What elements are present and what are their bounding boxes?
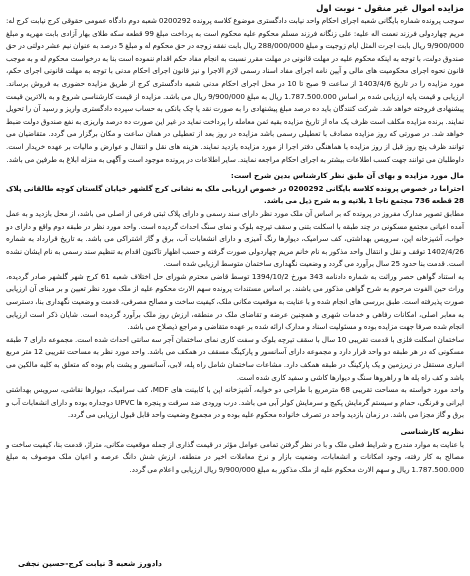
description-section	[6, 170, 464, 422]
signature-line: دادورز شعبه 3 نیابت کرج-حسین نجفی	[18, 559, 162, 568]
conclusion-section	[6, 426, 464, 476]
conclusion-title: نظریه کارشناسی	[400, 427, 464, 436]
notice-paragraph: سوجب پرونده شماره بایگانی شعبه اجرای احکام واحد نیابت دادگستری موضوع کلاسه پرونده 0200292 شعبه دوم دادگاه عمومی حقوقی کرج نیابت کرج له: مریم چهاردولی فرزند نعمت اله علیه: علی زنگانه فرزند مسلم محکوم علیه محکوم است به پرداخت مبلغ 99 قطعه سکه طلای بهار آزادی بابت مهریه و مبلغ 9/900/000 ریال بابت اجرت المثل ایام زوجیت و مبلغ 288/000/000 ریال بابت نفقه زوجه در حق محکوم له و مبلغ 5 درصد به عنوان نیم عشر دولتی در حق صندوق دولت، با توجه به اینکه محکوم علیه در مهلت قانونی در مهلت مقرر نسبت به انجام مفاد حکم اقدام ننموده است بنا به درخواست محکوم له و به موجب قانون نحوه اجرای محکومیت های مالی و آیین نامه اجرای مفاد اسناد رسمی لازم الاجرا و نیز قانون اجرای احکام مدنی با توجه به مهلت قانونی اجرای حکم، مورد مزایده را در تاریخ 1403/4/6 از ساعت 9 صبح تا 10 در محل اجرای احکام مدنی شعبه دادگستری کرج از طریق مزایده حضوری به فروش برساند. ارزیابی و قیمت پایه ارزیابی شده بر اساس 1.787.500.000 ریال به مبلغ 9/900/000 ریال می باشد. مزایده از قیمت کارشناسی شروع و به بالاترین قیمت پیشنهادی فروخته خواهد شد. شرکت کنندگان باید ده درصد مبلغ پیشنهادی را به صورت نقد یا چک بانکی به حساب سپرده دادگستری واریز و رسید آن را تحویل نمایند. برنده مزایده مکلف است ظرف یک ماه از تاریخ مزایده بقیه ثمن معامله را پرداخت نماید در غیر این صورت ده درصد واریزی به نفع صندوق دولت ضبط خواهد شد. در صورتی که روز مزایده مصادف با تعطیلی رسمی باشد مزایده در روز بعد از تعطیلی در همان ساعت و مکان برگزار می گردد. متقاضیان می توانند ظرف پنج روز قبل از روز مزایده با هماهنگی دفتر اجرا از مورد مزایده بازدید نمایند. هزینه های نقل و انتقال و عوارض و مالیات بر عهده خریدار است. داوطلبان می توانند جهت کسب اطلاعات بیشتر به اجرای احکام مراجعه نمایند. سایر اطلاعات در پرونده موجود است و آگهی به منزله ابلاغ به طرفین می باشد.	[6, 16, 465, 164]
description-paragraph-documents: مطابق تصویر مدارک مفروز در پرونده که بر اساس آن ملک مورد نظر دارای سند رسمی و دارای پلاک ثبتی فرعی از اصلی می باشد، از محل بازدید و به عمل آمده اعیانی مجتمع مسکونی در چند طبقه با اسکلت بتنی و سقف تیرچه بلوک و نمای سنگ احداث گردیده است. واحد مورد نظر در طبقه دوم واقع و دارای دو خواب، آشپزخانه اپن، سرویس بهداشتی، کف سرامیک، دیوارها رنگ آمیزی و دارای انشعابات آب، برق و گاز اشتراکی می باشد. به تاریخ قرارداد به شماره 1402/4/26 توقف و نقل و انتقال واحد مذکور به نام خانم مریم چهاردولی صورت گرفته و حسب اظهار تاکنون اقدام به تنظیم سند رسمی به نام ایشان نشده است. قدمت بنا حدود 25 سال برآورد می گردد و وضعیت نگهداری ساختمان متوسط ارزیابی شده است.	[6, 208, 464, 269]
description-paragraph-building: ساختمان اسکلت فلزی با قدمت تقریبی 10 سال با سقف تیرچه بلوک و سفت کاری نمای ساختمان آجر سه سانتی احداث شده است. مجموعه دارای 7 طبقه مسکونی که در هر طبقه دو واحد قرار دارد و مجموعه دارای آسانسور و پارکینگ مسقف در همکف می باشد. واحد مورد نظر به مساحت تقریبی 12 متر مربع انباری مستقل در زیرزمین و یک پارکینگ در طبقه همکف دارد. مشاعات ساختمان شامل راه پله، لابی، آسانسور و پشت بام بوده که متعلق به کلیه مالکین می باشد و کف راه پله ها و راهروها سنگ و دیوارها کاشی و سفید کاری شده است.	[6, 334, 464, 382]
description-paragraph-inheritance: به استناد گواهی حصر وراثت به شماره دادنامه 343 مورخ 1394/10/2 توسط قاضی محترم شورای حل اختلاف شعبه 61 کرج شهر گلشهر صادر گردیده، وراث حین الفوت مرحوم به شرح گواهی مذکور می باشند. بر اساس مستندات پرونده سهم الارث محکوم علیه از ملک مورد نظر تعیین و بر مبنای آن ارزیابی صورت پذیرفته است. طبق بررسی های انجام شده و با عنایت به موقعیت مکانی ملک، کیفیت ساخت و مصالح مصرفی، قدمت و وضعیت نگهداری بنا، دسترسی به معابر اصلی، امکانات رفاهی و خدمات شهری و همچنین عرضه و تقاضای ملک در منطقه، ارزش روز ملک برآورد گردیده است. شایان ذکر است ارزیابی انجام شده صرفا جهت مزایده بوده و مسئولیت اسناد و مدارک ارائه شده بر عهده متقاضی و مراجع ذیصلاح می باشد.	[6, 271, 464, 332]
description-paragraph-address: احتراما در خصوص پرونده کلاسه بایگانی 0200292 در خصوص ارزیابی ملک به نشانی کرج گلشهر خیابان گلستان کوچه طالقانی پلاک 28 قطعه 736 مجتمع ناجا 1 بلاتیه و به شرح ذیل می باشد.	[6, 183, 464, 206]
notice-title: مزایده اموال غیر منقول - نوبت اول	[316, 3, 464, 13]
conclusion-paragraph: با عنایت به موارد مندرج و شرایط فعلی ملک و با در نظر گرفتن تمامی عوامل مؤثر در قیمت گذاری از جمله موقعیت مکانی، متراژ، قدمت بنا، کیفیت ساخت و مصالح به کار رفته، وجود امکانات و انشعابات، وضعیت بازار و نرخ معاملات اخیر در منطقه، ارزش شش دانگ عرصه و اعیان ملک موصوف به مبلغ 1.787.500.000 ریال و سهم الارث محکوم علیه از ملک مذکور به مبلغ 9/900/000 ریال ارزیابی و اعلام می گردد.	[6, 439, 464, 474]
description-title: مال مورد مزایده و بهای آن طبق نظر کارشناس بدین شرح است:	[230, 171, 464, 181]
description-paragraph-unit: واحد مورد خواسته به مساحت تقریبی 68 مترمربع با طراحی دو خوابه، آشپزخانه اپن با کابینت های MDF، کف سرامیک، دیوارها نقاشی، سرویس بهداشتی ایرانی و فرنگی، حمام و سیستم گرمایش پکیج و سرمایش کولر آبی می باشد. درب ورودی ضد سرقت و پنجره ها UPVC دوجداره بوده و دارای انشعابات آب و برق و گاز مجزا می باشد. در زمان بازدید واحد در تصرف خانواده محکوم علیه بوده و در مجموع وضعیت واحد قابل قبول ارزیابی می گردد.	[6, 385, 464, 420]
